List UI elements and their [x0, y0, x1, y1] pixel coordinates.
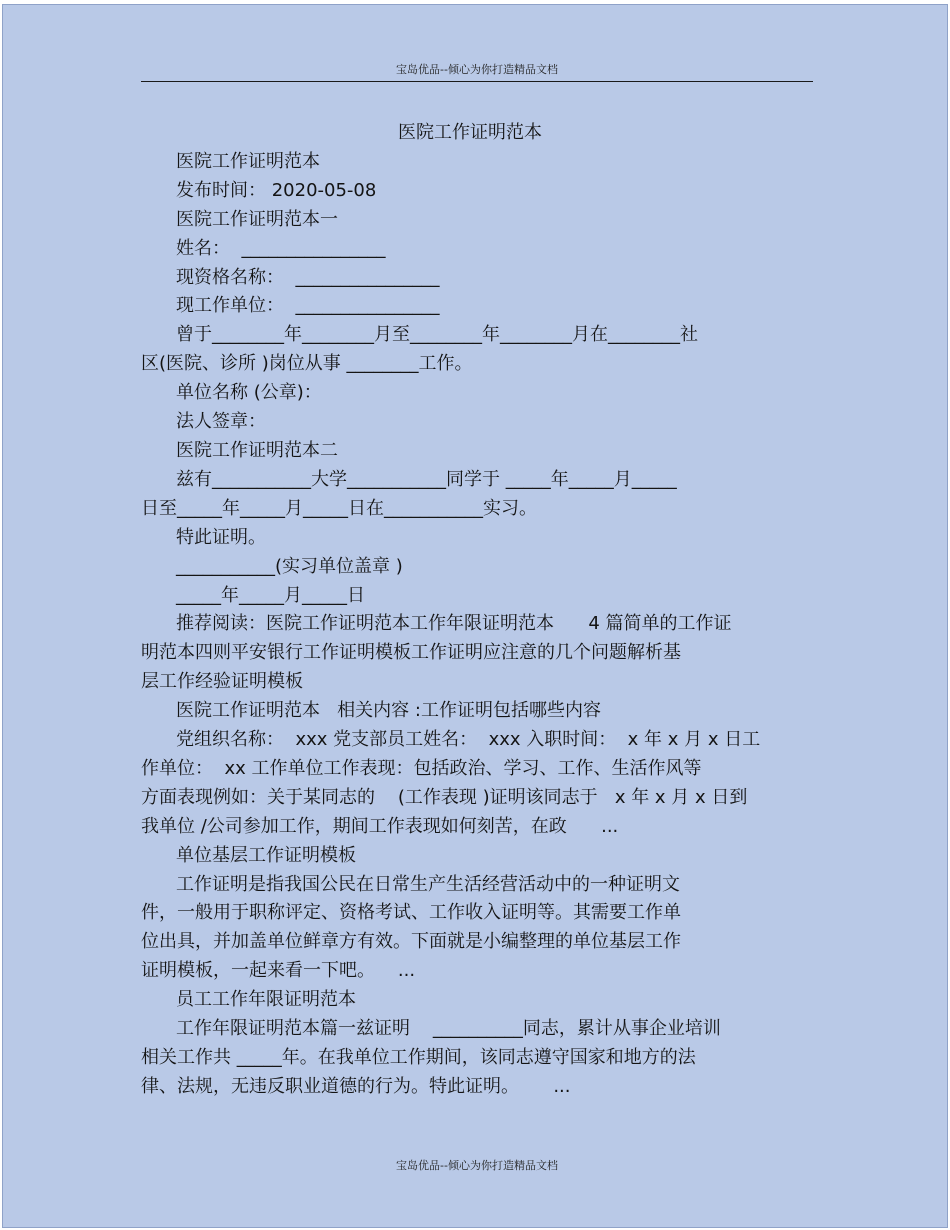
paragraph-line: 工作年限证明范本篇一兹证明 __________同志，累计从事企业培训 [176, 1018, 721, 1040]
section-heading: 单位基层工作证明模板 [176, 844, 356, 866]
paragraph-line: 党组织名称： xxx 党支部员工姓名： xxx 入职时间： x 年 x 月 x 日工 [176, 729, 761, 751]
paragraph-line: _____年_____月_____日 [176, 584, 365, 606]
document-body [141, 119, 813, 1102]
paragraph-line: 证明模板，一起来看一下吧。 ... [141, 960, 416, 982]
paragraph-line: 兹有___________大学___________同学于 _____年_____月_____ [176, 468, 677, 490]
page-footer: 宝岛优品--倾心为你打造精品文档 [396, 1159, 558, 1172]
form-field-qualification: 现资格名称： ________________ [176, 266, 440, 288]
paragraph-line: 件，一般用于职称评定、资格考试、工作收入证明等。其需要工作单 [141, 902, 681, 924]
recommended-reading-line: 明范本四则平安银行工作证明模板工作证明应注意的几个问题解析基 [141, 642, 681, 664]
section-heading: 医院工作证明范本 相关内容 :工作证明包括哪些内容 [176, 700, 601, 722]
document-page [2, 4, 948, 1228]
form-field-unit-seal: 单位名称 (公章)： [176, 382, 322, 404]
paragraph-line: 工作证明是指我国公民在日常生产生活经营活动中的一种证明文 [176, 873, 680, 895]
paragraph-line: 医院工作证明范本 [176, 150, 320, 172]
paragraph-line: 我单位 /公司参加工作，期间工作表现如何刻苦，在政 ... [141, 815, 619, 837]
recommended-reading-line: 推荐阅读：医院工作证明范本工作年限证明范本 4 篇简单的工作证 [176, 613, 732, 635]
paragraph-line: 作单位： xx 工作单位工作表现：包括政治、学习、工作、生活作风等 [141, 757, 702, 779]
form-field-signature: 法人签章： [176, 411, 266, 433]
recommended-reading-line: 层工作经验证明模板 [141, 671, 303, 693]
section-heading: 医院工作证明范本一 [176, 208, 338, 230]
paragraph-line: ___________(实习单位盖章 ) [176, 555, 403, 577]
paragraph-line: 特此证明。 [176, 526, 266, 548]
page-header: 宝岛优品--倾心为你打造精品文档 [141, 59, 813, 82]
paragraph-line: 律、法规，无违反职业道德的行为。特此证明。 ... [141, 1075, 571, 1097]
form-field-name: 姓名： ________________ [176, 237, 386, 259]
paragraph-line: 区(医院、诊所 )岗位从事 ________工作。 [141, 353, 473, 375]
section-heading: 医院工作证明范本二 [176, 439, 338, 461]
form-field-employer: 现工作单位： ________________ [176, 295, 440, 317]
paragraph-line: 方面表现例如：关于某同志的 (工作表现 )证明该同志于 x 年 x 月 x 日到 [141, 786, 748, 808]
document-title: 医院工作证明范本 [398, 122, 542, 143]
publish-date-line: 发布时间： 2020-05-08 [176, 179, 377, 201]
paragraph-line: 相关工作共 _____年。在我单位工作期间，该同志遵守国家和地方的法 [141, 1047, 696, 1068]
section-heading: 员工工作年限证明范本 [176, 989, 356, 1011]
paragraph-line: 日至_____年_____月_____日在___________实习。 [141, 497, 537, 519]
paragraph-line: 曾于________年________月至________年________月在________社 [176, 324, 698, 346]
paragraph-line: 位出具，并加盖单位鲜章方有效。下面就是小编整理的单位基层工作 [141, 931, 681, 953]
